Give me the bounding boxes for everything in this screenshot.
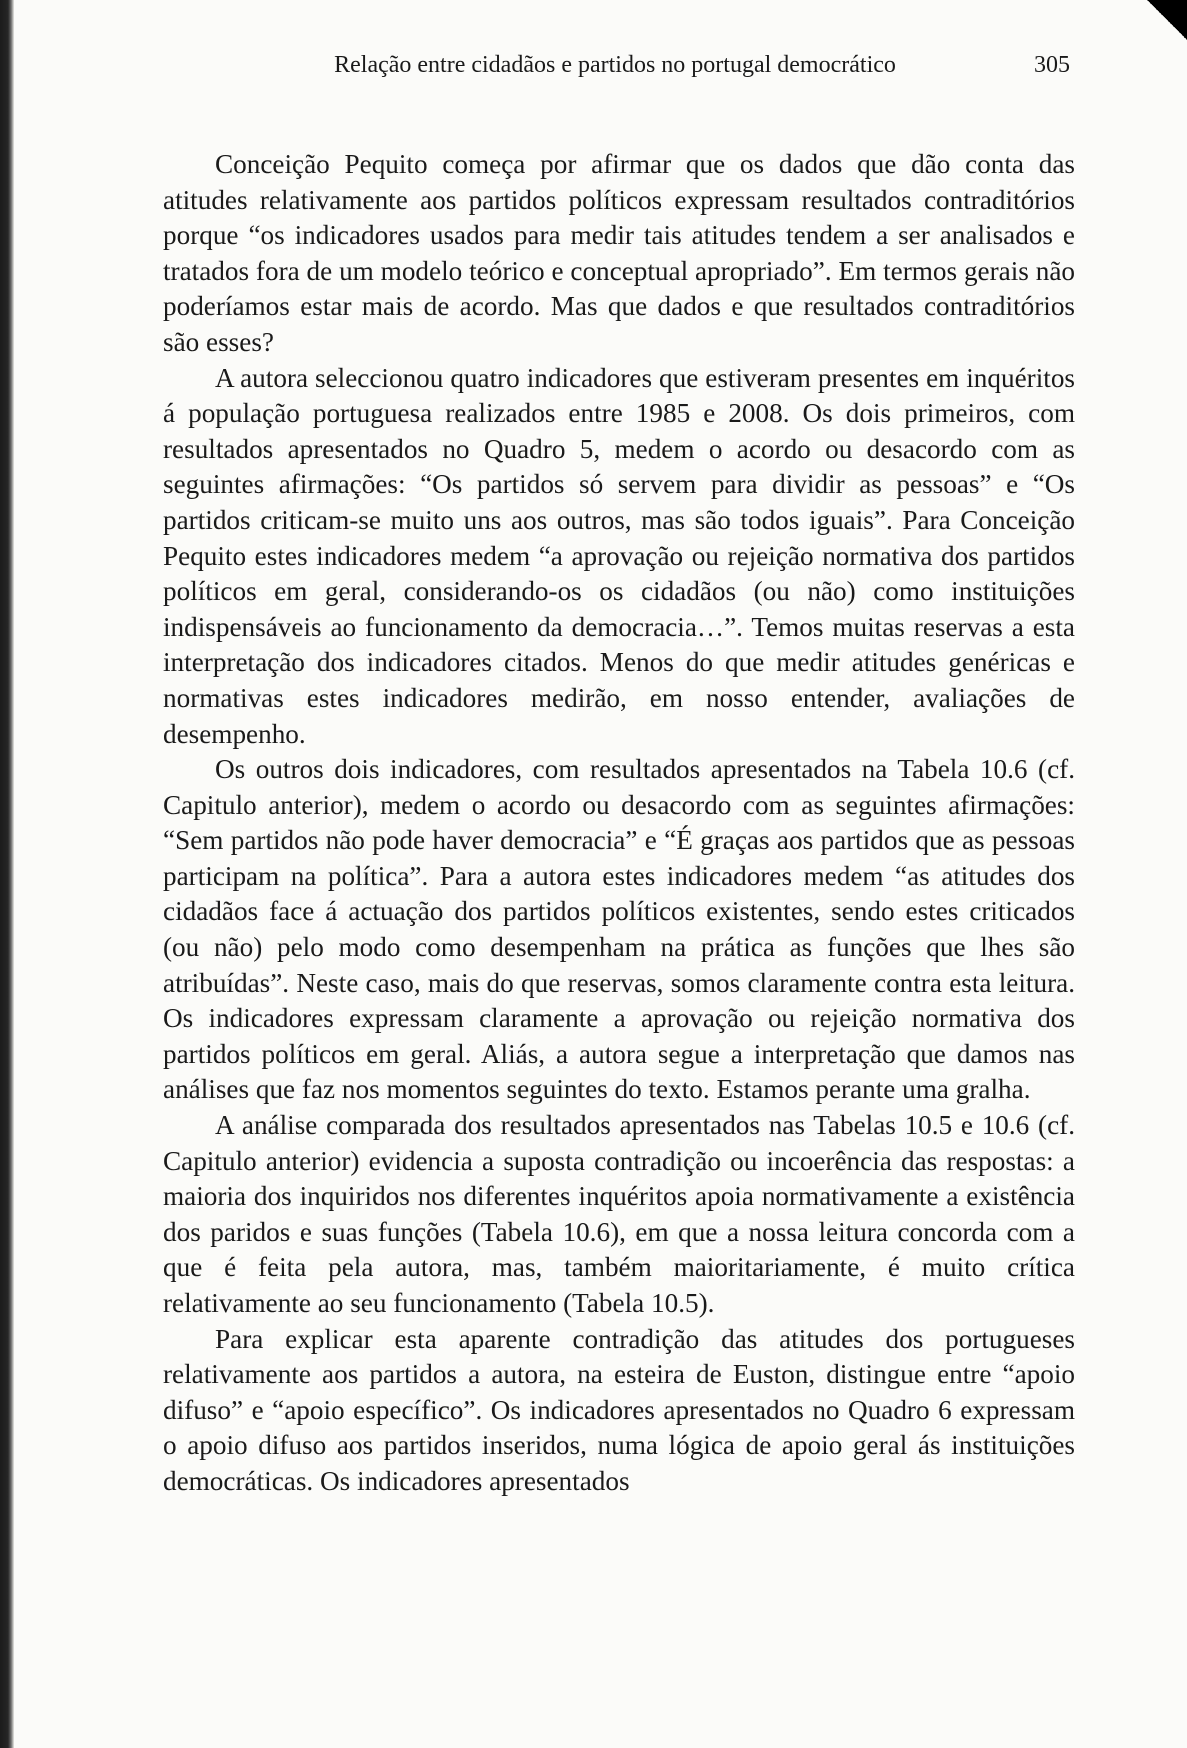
paragraph: A análise comparada dos resultados apresentados nas Tabelas 10.5 e 10.6 (cf. Capitulo anterior) evidencia a suposta contradição ou incoerência das respostas: a maioria dos inquiridos nos diferentes inquéritos apoia normativamente a existência dos paridos e suas funções (Tabela 10.6), em que a nossa leitura concorda com a que é feita pela autora, mas, também maioritariamente, é muito crítica relativamente ao seu funcionamento (Tabela 10.5). <box>163 1110 1075 1318</box>
body-text <box>163 147 1075 1500</box>
page-corner-mark <box>1147 0 1187 40</box>
page-number: 305 <box>1034 52 1070 78</box>
page-header <box>160 48 1070 82</box>
book-spine-shadow <box>0 0 14 1748</box>
paragraph: Para explicar esta aparente contradição das atitudes dos portugueses relativamente aos partidos a autora, na esteira de Euston, distingue entre “apoio difuso” e “apoio específico”. Os indicadores apresentados no Quadro 6 expressam o apoio difuso aos partidos inseridos, numa lógica de apoio geral ás instituições democráticas. Os indicadores apresentados <box>163 1323 1075 1496</box>
running-title: Relação entre cidadãos e partidos no portugal democrático <box>334 52 896 78</box>
paragraph: Conceição Pequito começa por afirmar que os dados que dão conta das atitudes relativamente aos partidos políticos expressam resultados contraditórios porque “os indicadores usados para medir tais atitudes tendem a ser analisados e tratados fora de um modelo teórico e conceptual apropriado”. Em termos gerais não poderíamos estar mais de acordo. Mas que dados e que resultados contraditórios são esses? <box>163 149 1075 357</box>
paragraph: Os outros dois indicadores, com resultados apresentados na Tabela 10.6 (cf. Capitulo anterior), medem o acordo ou desacordo com as seguintes afirmações: “Sem partidos não pode haver democracia” e “É graças aos partidos que as pessoas participam na política”. Para a autora estes indicadores medem “as atitudes dos cidadãos face á actuação dos partidos políticos existentes, sendo estes criticados (ou não) pelo modo como desempenham na prática as funções que lhes são atribuídas”. Neste caso, mais do que reservas, somos claramente contra esta leitura. Os indicadores expressam claramente a aprovação ou rejeição normativa dos partidos políticos em geral. Aliás, a autora segue a interpretação que damos nas análises que faz nos momentos seguintes do texto. Estamos perante uma gralha. <box>163 754 1075 1105</box>
paragraph: A autora seleccionou quatro indicadores que estiveram presentes em inquéritos á população portuguesa realizados entre 1985 e 2008. Os dois primeiros, com resultados apresentados no Quadro 5, medem o acordo ou desacordo com as seguintes afirmações: “Os partidos só servem para dividir as pessoas” e “Os partidos criticam-se muito uns aos outros, mas são todos iguais”. Para Conceição Pequito estes indicadores medem “a aprovação ou rejeição normativa dos partidos políticos em geral, considerando-os os cidadãos (ou não) como instituições indispensáveis ao funcionamento da democracia…”. Temos muitas reservas a esta interpretação dos indicadores citados. Menos do que medir atitudes genéricas e normativas estes indicadores medirão, em nosso entender, avaliações de desempenho. <box>163 362 1075 749</box>
